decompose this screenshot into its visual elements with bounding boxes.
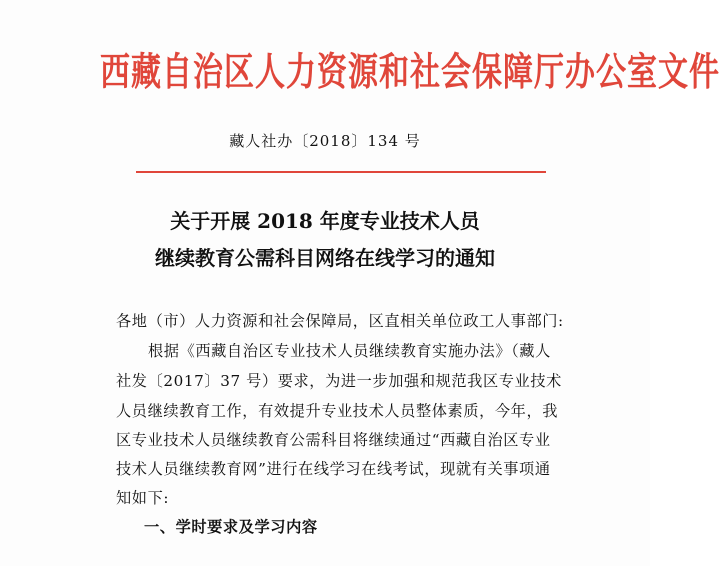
paragraph-line: 人员继续教育工作，有效提升专业技术人员整体素质，今年，我 (116, 402, 559, 420)
issuer-title: 西藏自治区人力资源和社会保障厅办公室文件 (100, 50, 720, 96)
paragraph-line: 社发〔2017〕37 号）要求，为进一步加强和规范我区专业技术 (116, 372, 562, 390)
addressee-line: 各地（市）人力资源和社会保障局，区直相关单位政工人事部门: (116, 312, 564, 330)
section-heading-1: 一、学时要求及学习内容 (144, 518, 318, 536)
subject-title-line-1: 关于开展 2018 年度专业技术人员 (170, 209, 480, 233)
paragraph-line: 区专业技术人员继续教育公需科目将继续通过“西藏自治区专业 (116, 431, 551, 449)
red-divider-line (136, 171, 546, 173)
paragraph-line: 知如下: (116, 489, 170, 507)
subject-title-line-2: 继续教育公需科目网络在线学习的通知 (155, 246, 495, 270)
paragraph-line: 技术人员继续教育网”进行在线学习在线考试，现就有关事项通 (116, 460, 551, 478)
paragraph-line: 根据《西藏自治区专业技术人员继续教育实施办法》（藏人 (148, 342, 551, 360)
document-number: 藏人社办〔2018〕134 号 (229, 132, 421, 150)
